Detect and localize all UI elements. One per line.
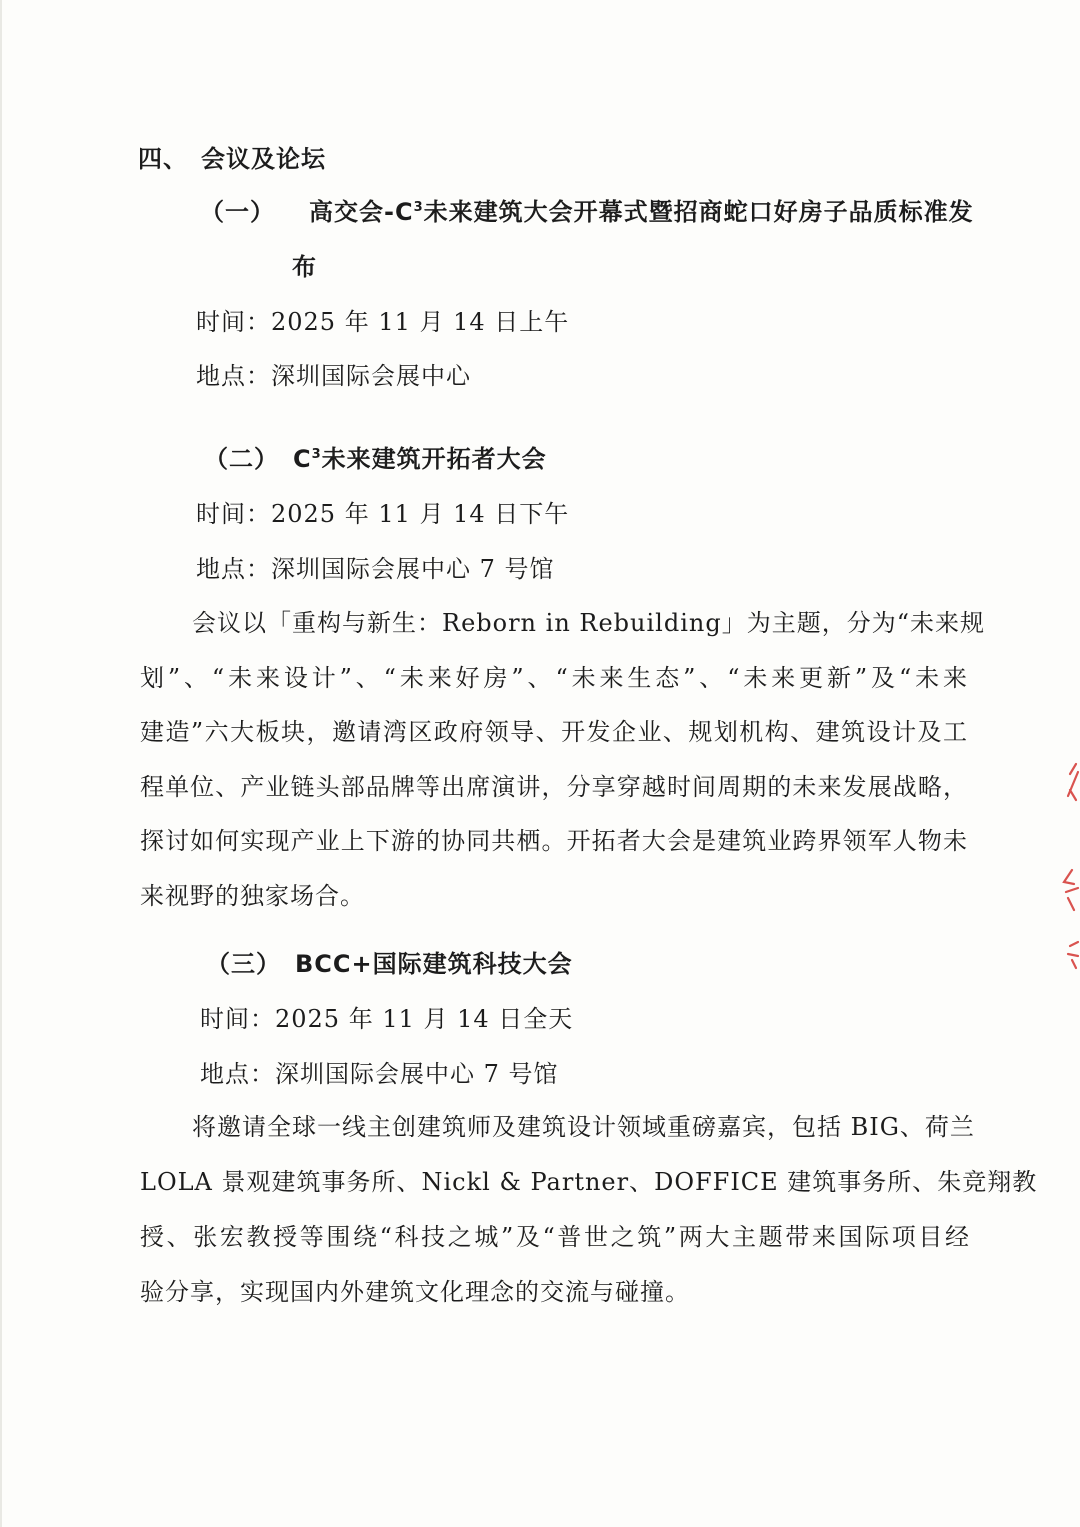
event1-title-sup: 3 [413,200,424,215]
event2-place [196,553,555,585]
event2-place-label: 地点： [196,555,271,583]
event1-time-value: 2025 年 11 月 14 日上午 [271,308,570,336]
red-stamp-fragment [1056,760,1080,970]
event1-place-label: 地点： [196,362,271,390]
event1-place [196,360,471,392]
event3-desc-line: 授、张宏教授等围绕“科技之城”及“普世之筑”两大主题带来国际项目经 [140,1223,970,1251]
event1-title-line2: 布 [292,253,317,281]
event1-time-label: 时间： [196,308,271,336]
scan-edge [0,0,2,1527]
event2-number: （二） [204,445,279,473]
event3-desc-line: 将邀请全球一线主创建筑师及建筑设计领域重磅嘉宾，包括 BIG、荷兰 [192,1113,975,1141]
event2-place-value: 深圳国际会展中心 7 号馆 [271,555,555,583]
event2-time-value: 2025 年 11 月 14 日下午 [271,500,570,528]
event3-place [200,1058,559,1090]
event2-desc-line: 探讨如何实现产业上下游的协同共栖。开拓者大会是建筑业跨界领军人物未 [140,827,968,855]
event3-place-label: 地点： [200,1060,275,1088]
event2-desc-line: 程单位、产业链头部品牌等出席演讲，分享穿越时间周期的未来发展战略， [140,773,968,801]
event2-desc-line: 会议以「重构与新生：Reborn in Rebuilding」为主题，分为“未来规 [192,609,985,637]
event1-title-a: 高交会-C [309,198,414,226]
event3-time-label: 时间： [200,1005,275,1033]
event3-title: BCC+国际建筑科技大会 [295,950,573,978]
event3-time-value: 2025 年 11 月 14 日全天 [275,1005,574,1033]
event2-heading [204,443,547,475]
event2-time [196,498,569,530]
event1-number: （一） [200,198,275,226]
event3-desc-line: 验分享，实现国内外建筑文化理念的交流与碰撞。 [140,1278,690,1306]
section-heading: 四、 会议及论坛 [138,145,326,173]
event2-title-a: C [293,445,312,473]
event1-heading [200,196,974,228]
event3-desc-line: LOLA 景观建筑事务所、Nickl & Partner、DOFFICE 建筑事务所、朱竞翔教 [140,1168,1038,1196]
event1-place-value: 深圳国际会展中心 [271,362,471,390]
event3-heading [206,948,573,980]
event3-place-value: 深圳国际会展中心 7 号馆 [275,1060,559,1088]
event3-time [200,1003,573,1035]
event2-title-b: 未来建筑开拓者大会 [321,445,547,473]
event2-desc-line: 划”、“未来设计”、“未来好房”、“未来生态”、“未来更新”及“未来 [140,664,968,692]
event1-time [196,306,569,338]
event2-desc-line: 来视野的独家场合。 [140,882,365,910]
event3-number: （三） [206,950,281,978]
event2-desc-line: 建造”六大板块，邀请湾区政府领导、开发企业、规划机构、建筑设计及工 [140,718,968,746]
event2-title-sup: 3 [311,447,322,462]
event1-title-b: 未来建筑大会开幕式暨招商蛇口好房子品质标准发 [423,198,974,226]
event2-time-label: 时间： [196,500,271,528]
